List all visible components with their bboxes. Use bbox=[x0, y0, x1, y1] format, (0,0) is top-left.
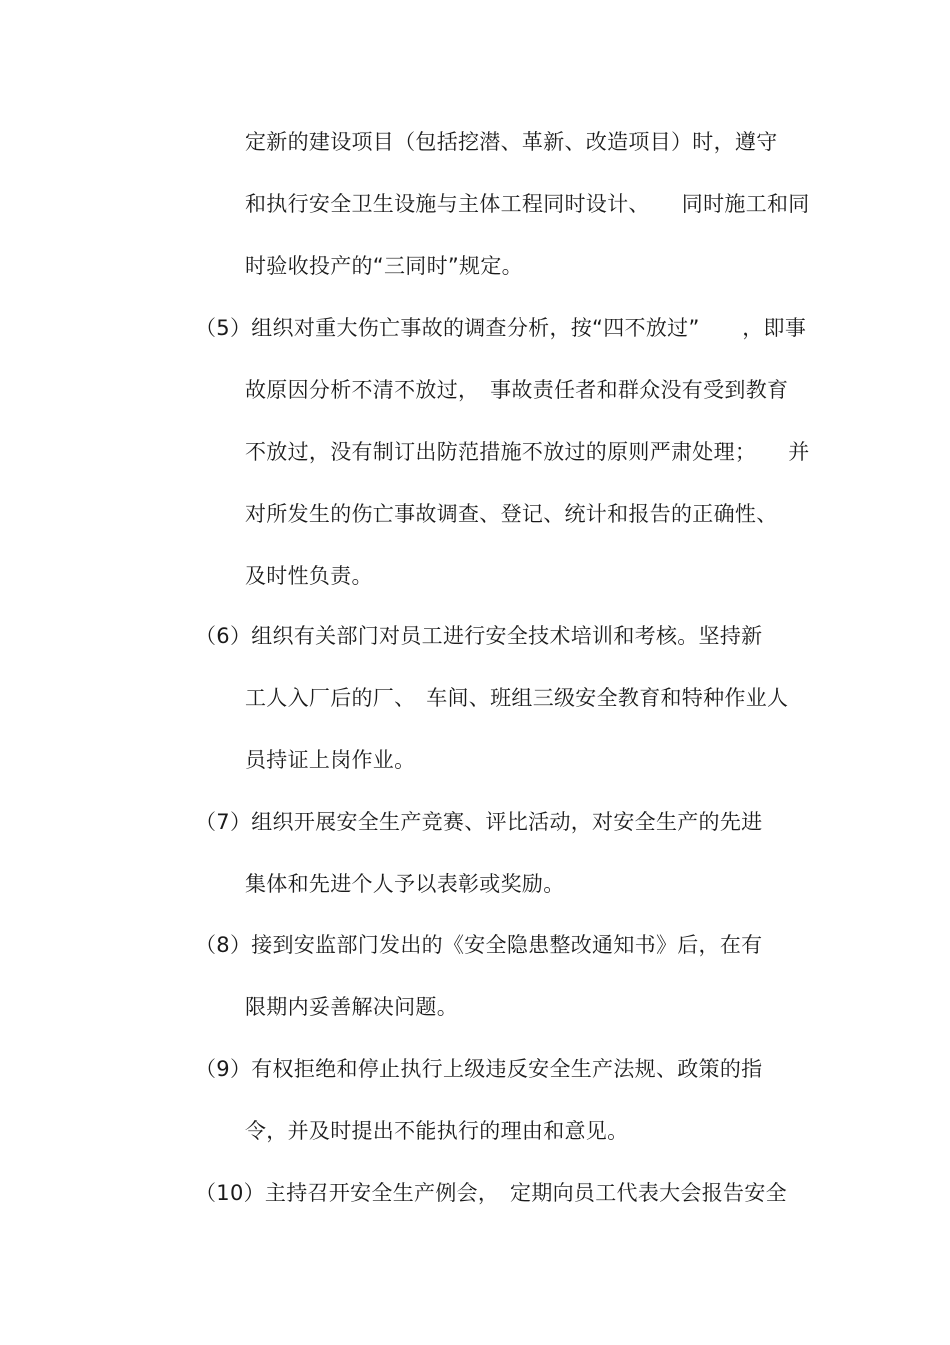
text-line: 及时性负责。 bbox=[245, 564, 373, 588]
text-line: 定新的建设项目（包括挖潜、革新、改造项目）时，遵守 bbox=[245, 130, 778, 154]
list-item-8: （8）接到安监部门发出的《安全隐患整改通知书》后，在有 bbox=[195, 933, 763, 957]
list-item-5: （5）组织对重大伤亡事故的调查分析，按“四不放过” ，即事 bbox=[195, 316, 807, 340]
text-line: 集体和先进个人予以表彰或奖励。 bbox=[245, 872, 565, 896]
text-line: 员持证上岗作业。 bbox=[245, 748, 416, 772]
text-line: 令，并及时提出不能执行的理由和意见。 bbox=[245, 1119, 629, 1143]
text-line: 和执行安全卫生设施与主体工程同时设计、 同时施工和同 bbox=[245, 192, 810, 216]
text-line: 限期内妥善解决问题。 bbox=[245, 995, 458, 1019]
list-item-6: （6）组织有关部门对员工进行安全技术培训和考核。坚持新 bbox=[195, 624, 763, 648]
text-line: 时验收投产的“三同时”规定。 bbox=[245, 254, 523, 278]
text-line: 故原因分析不清不放过， 事故责任者和群众没有受到教育 bbox=[245, 378, 789, 402]
text-line: 工人入厂后的厂、 车间、班组三级安全教育和特种作业人 bbox=[245, 686, 789, 710]
text-line: 对所发生的伤亡事故调查、登记、统计和报告的正确性、 bbox=[245, 502, 778, 526]
text-line: 不放过，没有制订出防范措施不放过的原则严肃处理； 并 bbox=[245, 440, 810, 464]
list-item-7: （7）组织开展安全生产竞赛、评比活动，对安全生产的先进 bbox=[195, 810, 763, 834]
list-item-10: （10）主持召开安全生产例会， 定期向员工代表大会报告安全 bbox=[195, 1181, 787, 1205]
list-item-9: （9）有权拒绝和停止执行上级违反安全生产法规、政策的指 bbox=[195, 1057, 763, 1081]
